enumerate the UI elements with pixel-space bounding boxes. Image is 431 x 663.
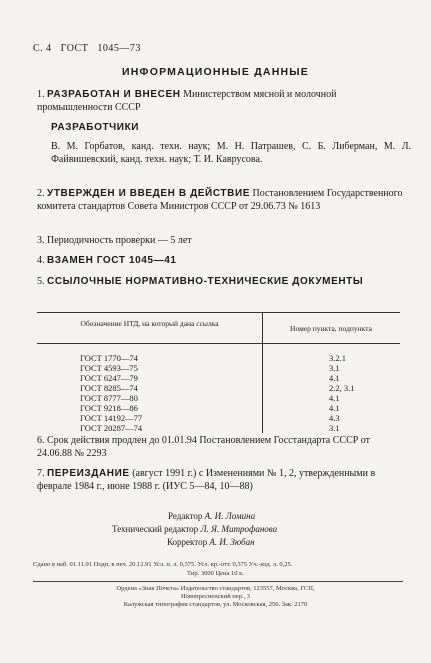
editor-name: А. И. Ломина <box>204 511 256 521</box>
corrector-label: Корректор <box>167 537 208 547</box>
table-cell-document: ГОСТ 9218—86 <box>80 403 138 413</box>
table-cell-document: ГОСТ 14192—77 <box>80 413 143 423</box>
section-2-heading: УТВЕРЖДЕН И ВВЕДЕН В ДЕЙСТВИЕ <box>47 188 251 199</box>
section-6-number: 6. <box>37 435 45 446</box>
table-cell-document: ГОСТ 20287—74 <box>80 423 143 433</box>
table-cell-point: 3.2.1 <box>329 353 346 363</box>
table-cell-point: 2.2, 3.1 <box>329 383 355 393</box>
section-4 <box>37 254 407 267</box>
section-4-number: 4. <box>37 255 45 266</box>
section-1-text: Министерством мясной и молочной промышленности СССР <box>37 89 337 113</box>
table-cell-document: ГОСТ 8285—74 <box>80 383 138 393</box>
section-6 <box>37 434 407 460</box>
table-cell-document: ГОСТ 4593—75 <box>80 363 138 373</box>
section-3 <box>37 234 407 247</box>
table-row <box>37 413 400 423</box>
table-cell-document: ГОСТ 6247—79 <box>80 373 138 383</box>
section-5-number: 5. <box>37 276 45 287</box>
section-2-text: Постановлением Государственного комитета стандартов Совета Министров СССР от 29.06.73 № 1613 <box>37 188 403 212</box>
editor-label: Редактор <box>168 511 203 521</box>
table-cell-point: 3.1 <box>329 363 340 373</box>
section-5 <box>37 275 407 288</box>
references-table <box>37 312 400 433</box>
table-cell-document: ГОСТ 8777—80 <box>80 393 138 403</box>
section-7-number: 7. <box>37 468 45 479</box>
section-7 <box>37 467 407 493</box>
table-cell-point: 4.1 <box>329 373 340 383</box>
tech-editor-label: Технический редактор <box>112 524 199 534</box>
table-cell-point: 4.3 <box>329 413 340 423</box>
table-row <box>37 393 400 403</box>
developers-heading <box>51 121 411 134</box>
page-header <box>33 43 141 54</box>
corrector-line <box>167 537 255 547</box>
developers-heading-text: РАЗРАБОТЧИКИ <box>51 122 140 133</box>
section-1 <box>37 88 407 114</box>
section-5-heading: ССЫЛОЧНЫЕ НОРМАТИВНО-ТЕХНИЧЕСКИЕ ДОКУМЕНТЫ <box>47 276 364 287</box>
section-1-number: 1. <box>37 89 45 100</box>
table-cell-point: 4.1 <box>329 393 340 403</box>
table-row <box>37 423 400 433</box>
section-2-number: 2. <box>37 188 45 199</box>
table-cell-document: ГОСТ 1770—74 <box>80 353 138 363</box>
developers-list: В. М. Горбатов, канд. техн. наук; М. Н. Патрашев, С. Б. Либерман, М. Л. Файвишевский, канд. техн. наук; Т. И. Каврусова. <box>51 141 411 165</box>
table-cell-point: 3.1 <box>329 423 340 433</box>
table-row <box>37 363 400 373</box>
gost-label: ГОСТ <box>60 43 89 54</box>
section-3-number: 3. <box>37 235 45 246</box>
section-3-text: Периодичность проверки — 5 лет <box>47 235 192 246</box>
publisher-line-3: Калужская типография стандартов, ул. Московская, 256. Зак. 2170 <box>123 601 308 608</box>
editor-line <box>168 511 255 521</box>
table-header-point: Номер пункта, подпункта <box>290 324 372 333</box>
tech-editor-line <box>112 524 277 534</box>
table-row <box>37 403 400 413</box>
section-6-text: Срок действия продлен до 01.01.94 Постановлением Госстандарта СССР от 24.06.88 № 2293 <box>37 435 371 459</box>
imprint-line-2: Тир. 3000 Цена 10 к. <box>187 570 244 577</box>
table-row <box>37 383 400 393</box>
publisher-line-1: Ордена «Знак Почета» Издательство стандартов, 123557, Москва, ГСП, <box>116 585 315 592</box>
table-row <box>37 373 400 383</box>
table-header-divider <box>37 343 400 344</box>
section-7-text: (август 1991 г.) с Изменениями № 1, 2, утвержденными в феврале 1984 г., июне 1988 г. (ИУС 5—84, 10—88) <box>37 468 376 492</box>
section-4-heading: ВЗАМЕН ГОСТ 1045—41 <box>47 255 177 266</box>
table-header-document: Обозначение НТД, на который дана ссылка <box>80 319 219 328</box>
imprint-divider <box>33 581 403 582</box>
page-number: С. 4 <box>33 43 52 54</box>
imprint-line-1: Сдано в наб. 01.11.91 Подп. в печ. 20.12.91 Усл. п. л. 0,375. Усл. кр.-отт. 0,375 Уч.-изд. л. 0,25. <box>33 561 293 568</box>
gost-number: 1045—73 <box>97 43 141 54</box>
publisher-line-2: Новопресненский пер., 3 <box>180 593 251 600</box>
table-row <box>37 353 400 363</box>
table-cell-point: 4.1 <box>329 403 340 413</box>
section-1-heading: РАЗРАБОТАН И ВНЕСЕН <box>47 89 181 100</box>
tech-editor-name: Л. Я. Митрофанова <box>200 524 278 534</box>
section-7-heading: ПЕРЕИЗДАНИЕ <box>47 468 130 479</box>
corrector-name: А. И. Зюбан <box>209 537 255 547</box>
page-title: ИНФОРМАЦИОННЫЕ ДАННЫЕ <box>122 66 309 78</box>
section-2 <box>37 187 407 213</box>
